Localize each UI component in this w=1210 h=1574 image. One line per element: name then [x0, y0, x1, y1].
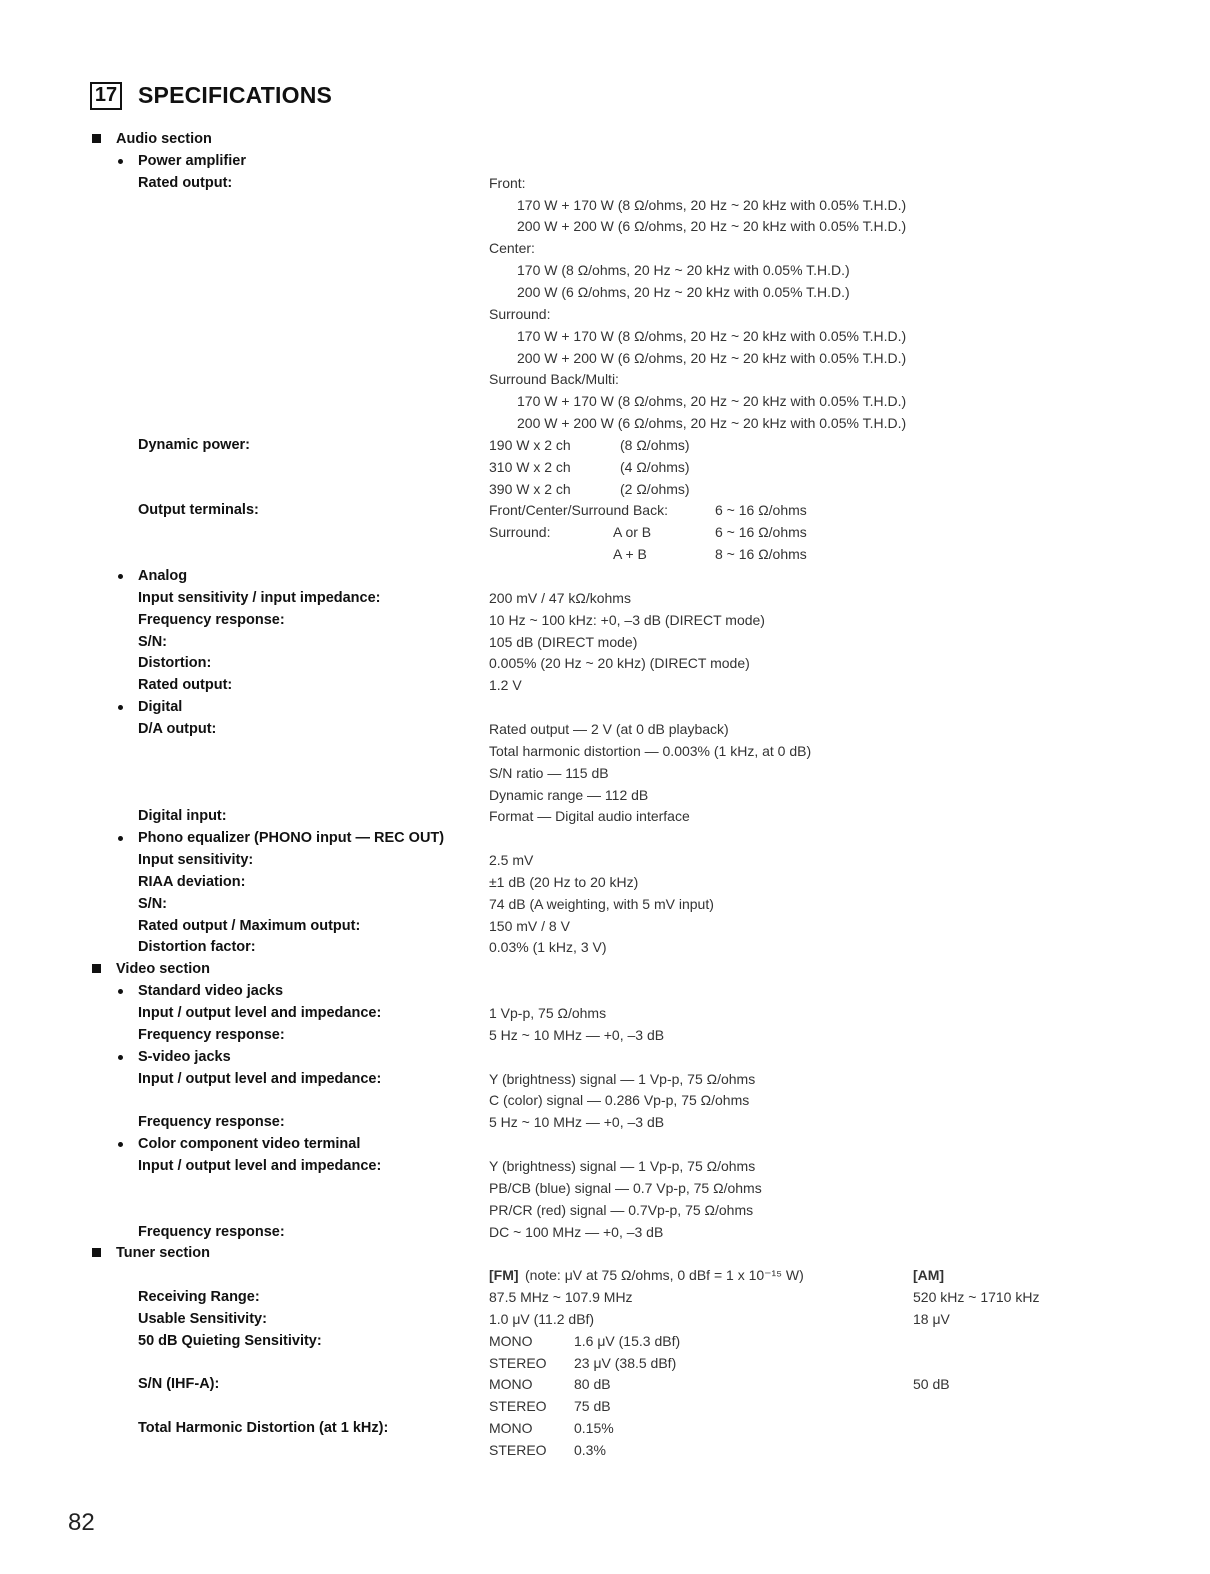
spec-value: 1.2 V: [489, 677, 522, 694]
spec-label: D/A output:: [138, 720, 217, 737]
spec-label: Receiving Range:: [138, 1289, 260, 1306]
am-value: 520 kHz ~ 1710 kHz: [913, 1289, 1040, 1306]
spec-value-indented: 170 W + 170 W (8 Ω/ohms, 20 Hz ~ 20 kHz with 0.05% T.H.D.): [517, 196, 907, 213]
spec-label: Distortion factor:: [138, 939, 256, 956]
spec-label: Digital input:: [138, 808, 227, 825]
spec-label: Input / output level and impedance:: [138, 1005, 382, 1021]
spec-label: S/N:: [138, 633, 167, 650]
spec-value-measure: 0.3%: [574, 1442, 606, 1458]
spec-value: Surround:: [489, 305, 551, 322]
spec-value: MONO: [489, 1420, 533, 1437]
spec-label: Usable Sensitivity:: [138, 1310, 267, 1327]
section-bullet-icon: [92, 1248, 101, 1257]
spec-label: Rated output:: [138, 174, 233, 191]
am-value: 18 μV: [913, 1310, 950, 1327]
spec-value: 10 Hz ~ 100 kHz: +0, –3 dB (DIRECT mode): [489, 611, 765, 628]
spec-value: ±1 dB (20 Hz to 20 kHz): [489, 873, 639, 890]
subsection-heading: Color component video terminal: [138, 1136, 361, 1153]
spec-value-indented: 170 W + 170 W (8 Ω/ohms, 20 Hz ~ 20 kHz with 0.05% T.H.D.): [517, 327, 907, 344]
spec-value: 5 Hz ~ 10 MHz — +0, –3 dB: [489, 1026, 665, 1043]
spec-value: (note: μV at 75 Ω/ohms, 0 dBf = 1 x 10⁻¹⁵ W): [525, 1267, 804, 1284]
spec-value: 390 W x 2 ch: [489, 480, 571, 497]
spec-label: S/N:: [138, 895, 167, 912]
band-label-am: [AM]: [913, 1267, 945, 1284]
subsection-bullet-icon: [118, 574, 123, 579]
spec-value: STEREO: [489, 1442, 547, 1458]
section-heading: Audio section: [116, 131, 212, 147]
spec-value-indented: 200 W + 200 W (6 Ω/ohms, 20 Hz ~ 20 kHz with 0.05% T.H.D.): [517, 415, 907, 432]
spec-value: 5 Hz ~ 10 MHz — +0, –3 dB: [489, 1114, 665, 1131]
spec-value: Surround Back/Multi:: [489, 371, 619, 388]
subsection-bullet-icon: [118, 836, 123, 841]
spec-label: Rated output:: [138, 677, 233, 694]
spec-value: 0.03% (1 kHz, 3 V): [489, 939, 607, 956]
section-number-box: 17: [90, 82, 122, 110]
section-bullet-icon: [92, 964, 101, 973]
spec-label: Rated output / Maximum output:: [138, 917, 361, 934]
subsection-heading: S-video jacks: [138, 1048, 231, 1065]
spec-label: Output terminals:: [138, 502, 259, 519]
spec-value-impedance: 8 ~ 16 Ω/ohms: [715, 546, 807, 563]
subsection-bullet-icon: [118, 989, 123, 994]
spec-value: STEREO: [489, 1398, 547, 1415]
spec-value-impedance: (4 Ω/ohms): [620, 458, 690, 475]
page-number: 82: [68, 1509, 95, 1536]
subsection-bullet-icon: [118, 1055, 123, 1060]
subsection-heading: Digital: [138, 699, 183, 716]
spec-value: 190 W x 2 ch: [489, 436, 571, 453]
subsection-bullet-icon: [118, 705, 123, 710]
spec-label: S/N (IHF-A):: [138, 1376, 220, 1393]
spec-value-measure: 0.15%: [574, 1420, 614, 1437]
spec-value-indented: 200 W + 200 W (6 Ω/ohms, 20 Hz ~ 20 kHz with 0.05% T.H.D.): [517, 218, 907, 235]
spec-value: C (color) signal — 0.286 Vp-p, 75 Ω/ohms: [489, 1092, 750, 1109]
spec-value-impedance: 6 ~ 16 Ω/ohms: [715, 502, 807, 519]
spec-value: Rated output — 2 V (at 0 dB playback): [489, 720, 729, 737]
spec-value: Front:: [489, 174, 526, 191]
subsection-heading: Analog: [138, 568, 188, 584]
spec-label: Dynamic power:: [138, 436, 250, 453]
spec-value: 150 mV / 8 V: [489, 917, 570, 934]
spec-value-impedance: (8 Ω/ohms): [620, 436, 690, 453]
spec-value: MONO: [489, 1376, 533, 1393]
spec-value: PB/CB (blue) signal — 0.7 Vp-p, 75 Ω/ohms: [489, 1179, 762, 1196]
spec-value: PR/CR (red) signal — 0.7Vp-p, 75 Ω/ohms: [489, 1201, 754, 1218]
spec-value: Dynamic range — 112 dB: [489, 786, 649, 803]
spec-label: 50 dB Quieting Sensitivity:: [138, 1332, 322, 1349]
spec-value: MONO: [489, 1332, 533, 1349]
section-heading: Video section: [116, 961, 211, 978]
spec-value-impedance: 6 ~ 16 Ω/ohms: [715, 524, 807, 541]
spec-label: Frequency response:: [138, 1026, 285, 1043]
spec-value: DC ~ 100 MHz — +0, –3 dB: [489, 1223, 664, 1240]
spec-value: S/N ratio — 115 dB: [489, 764, 609, 781]
am-value: 50 dB: [913, 1376, 950, 1393]
page-title: SPECIFICATIONS: [138, 82, 333, 108]
subsection-bullet-icon: [118, 159, 123, 164]
spec-label: Frequency response:: [138, 1223, 285, 1240]
spec-value: Total harmonic distortion — 0.003% (1 kHz, at 0 dB): [489, 742, 812, 759]
spec-value: Surround:: [489, 524, 551, 541]
spec-value: 200 mV / 47 kΩ/kohms: [489, 589, 631, 606]
spec-value: 310 W x 2 ch: [489, 458, 571, 475]
spec-label: Total Harmonic Distortion (at 1 kHz):: [138, 1420, 389, 1437]
spec-value: 87.5 MHz ~ 107.9 MHz: [489, 1289, 633, 1306]
spec-value-indented: 200 W (6 Ω/ohms, 20 Hz ~ 20 kHz with 0.05% T.H.D.): [517, 283, 850, 300]
spec-value-measure: 80 dB: [574, 1376, 611, 1393]
spec-value: 2.5 mV: [489, 852, 534, 869]
spec-label: Distortion:: [138, 655, 212, 672]
spec-value-measure: 1.6 μV (15.3 dBf): [574, 1332, 681, 1349]
subsection-heading: Phono equalizer (PHONO input — REC OUT): [138, 830, 445, 847]
spec-value-impedance: (2 Ω/ohms): [620, 480, 690, 497]
spec-value: 1.0 μV (11.2 dBf): [489, 1310, 595, 1327]
spec-label: Frequency response:: [138, 611, 285, 628]
spec-value: Format — Digital audio interface: [489, 808, 690, 825]
spec-value-indented: 170 W + 170 W (8 Ω/ohms, 20 Hz ~ 20 kHz with 0.05% T.H.D.): [517, 393, 907, 410]
spec-value-indented: 200 W + 200 W (6 Ω/ohms, 20 Hz ~ 20 kHz with 0.05% T.H.D.): [517, 349, 907, 366]
subsection-heading: Power amplifier: [138, 152, 246, 169]
section-bullet-icon: [92, 134, 101, 143]
spec-value-indented: 170 W (8 Ω/ohms, 20 Hz ~ 20 kHz with 0.05% T.H.D.): [517, 262, 850, 279]
spec-value-measure: 75 dB: [574, 1398, 611, 1415]
spec-label: RIAA deviation:: [138, 873, 246, 890]
spec-value: 1 Vp-p, 75 Ω/ohms: [489, 1005, 607, 1021]
spec-value-measure: 23 μV (38.5 dBf): [574, 1354, 677, 1371]
spec-label: Frequency response:: [138, 1114, 285, 1131]
subsection-bullet-icon: [118, 1142, 123, 1147]
spec-value: Center:: [489, 240, 535, 257]
spec-value: STEREO: [489, 1354, 547, 1371]
spec-value: Y (brightness) signal — 1 Vp-p, 75 Ω/ohms: [489, 1070, 756, 1087]
spec-value-mode: A or B: [613, 524, 652, 541]
section-heading: Tuner section: [116, 1245, 210, 1262]
spec-value: 74 dB (A weighting, with 5 mV input): [489, 895, 714, 912]
spec-label: Input sensitivity / input impedance:: [138, 589, 381, 606]
spec-value: 0.005% (20 Hz ~ 20 kHz) (DIRECT mode): [489, 655, 750, 672]
spec-value: 105 dB (DIRECT mode): [489, 633, 638, 650]
spec-label: Input / output level and impedance:: [138, 1157, 382, 1174]
spec-value-mode: A + B: [613, 546, 647, 563]
band-label-fm: [FM]: [489, 1267, 519, 1284]
subsection-heading: Standard video jacks: [138, 983, 284, 1000]
spec-label: Input / output level and impedance:: [138, 1070, 382, 1087]
spec-label: Input sensitivity:: [138, 852, 254, 869]
spec-value: Y (brightness) signal — 1 Vp-p, 75 Ω/ohms: [489, 1157, 756, 1174]
spec-value: Front/Center/Surround Back:: [489, 502, 668, 519]
